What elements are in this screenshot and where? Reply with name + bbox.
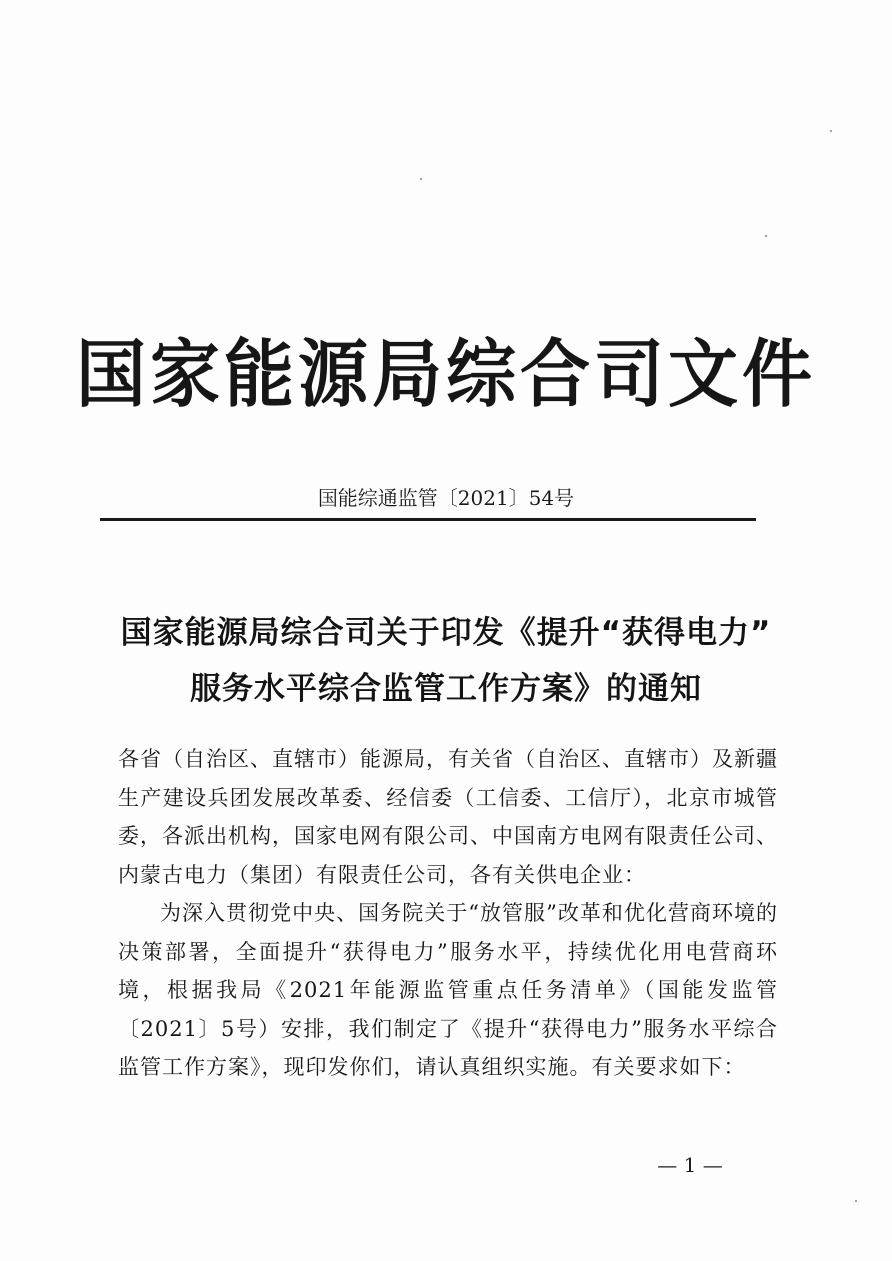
recipients-paragraph: 各省（自治区、直辖市）能源局，有关省（自治区、直辖市）及新疆生产建设兵团发展改革委、经信委（工信委、工信厅），北京市城管委，各派出机构，国家电网有限公司、中国南方电网有限责任公司、内蒙古电力（集团）有限责任公司，各有关供电企业：: [118, 747, 778, 887]
notice-title-line-2: 服务水平综合监管工作方案》的通知: [190, 671, 702, 707]
page-number: — 1 —: [657, 1153, 723, 1177]
body-paragraph-1: 为深入贯彻党中央、国务院关于“放管服”改革和优化营商环境的决策部署，全面提升“获得电力”服务水平，持续优化用电营商环境，根据我局《2021年能源监管重点任务清单》（国能发监管〔2021〕5号）安排，我们制定了《提升“获得电力”服务水平综合监管工作方案》，现印发你们，请认真组织实施。有关要求如下：: [118, 901, 778, 1079]
document-number: 国能综通监管〔2021〕54号: [317, 486, 575, 510]
header-divider-rule: [100, 518, 756, 521]
scan-speck: [830, 130, 832, 132]
document-header-title: 国家能源局综合司文件: [76, 330, 816, 418]
notice-title: [0, 605, 892, 717]
notice-title-line-1: 国家能源局综合司关于印发《提升“获得电力”: [120, 615, 772, 651]
scan-speck: [765, 235, 767, 237]
scan-speck: [420, 178, 422, 180]
body-text: [118, 740, 778, 1087]
scan-speck: [855, 1200, 857, 1202]
